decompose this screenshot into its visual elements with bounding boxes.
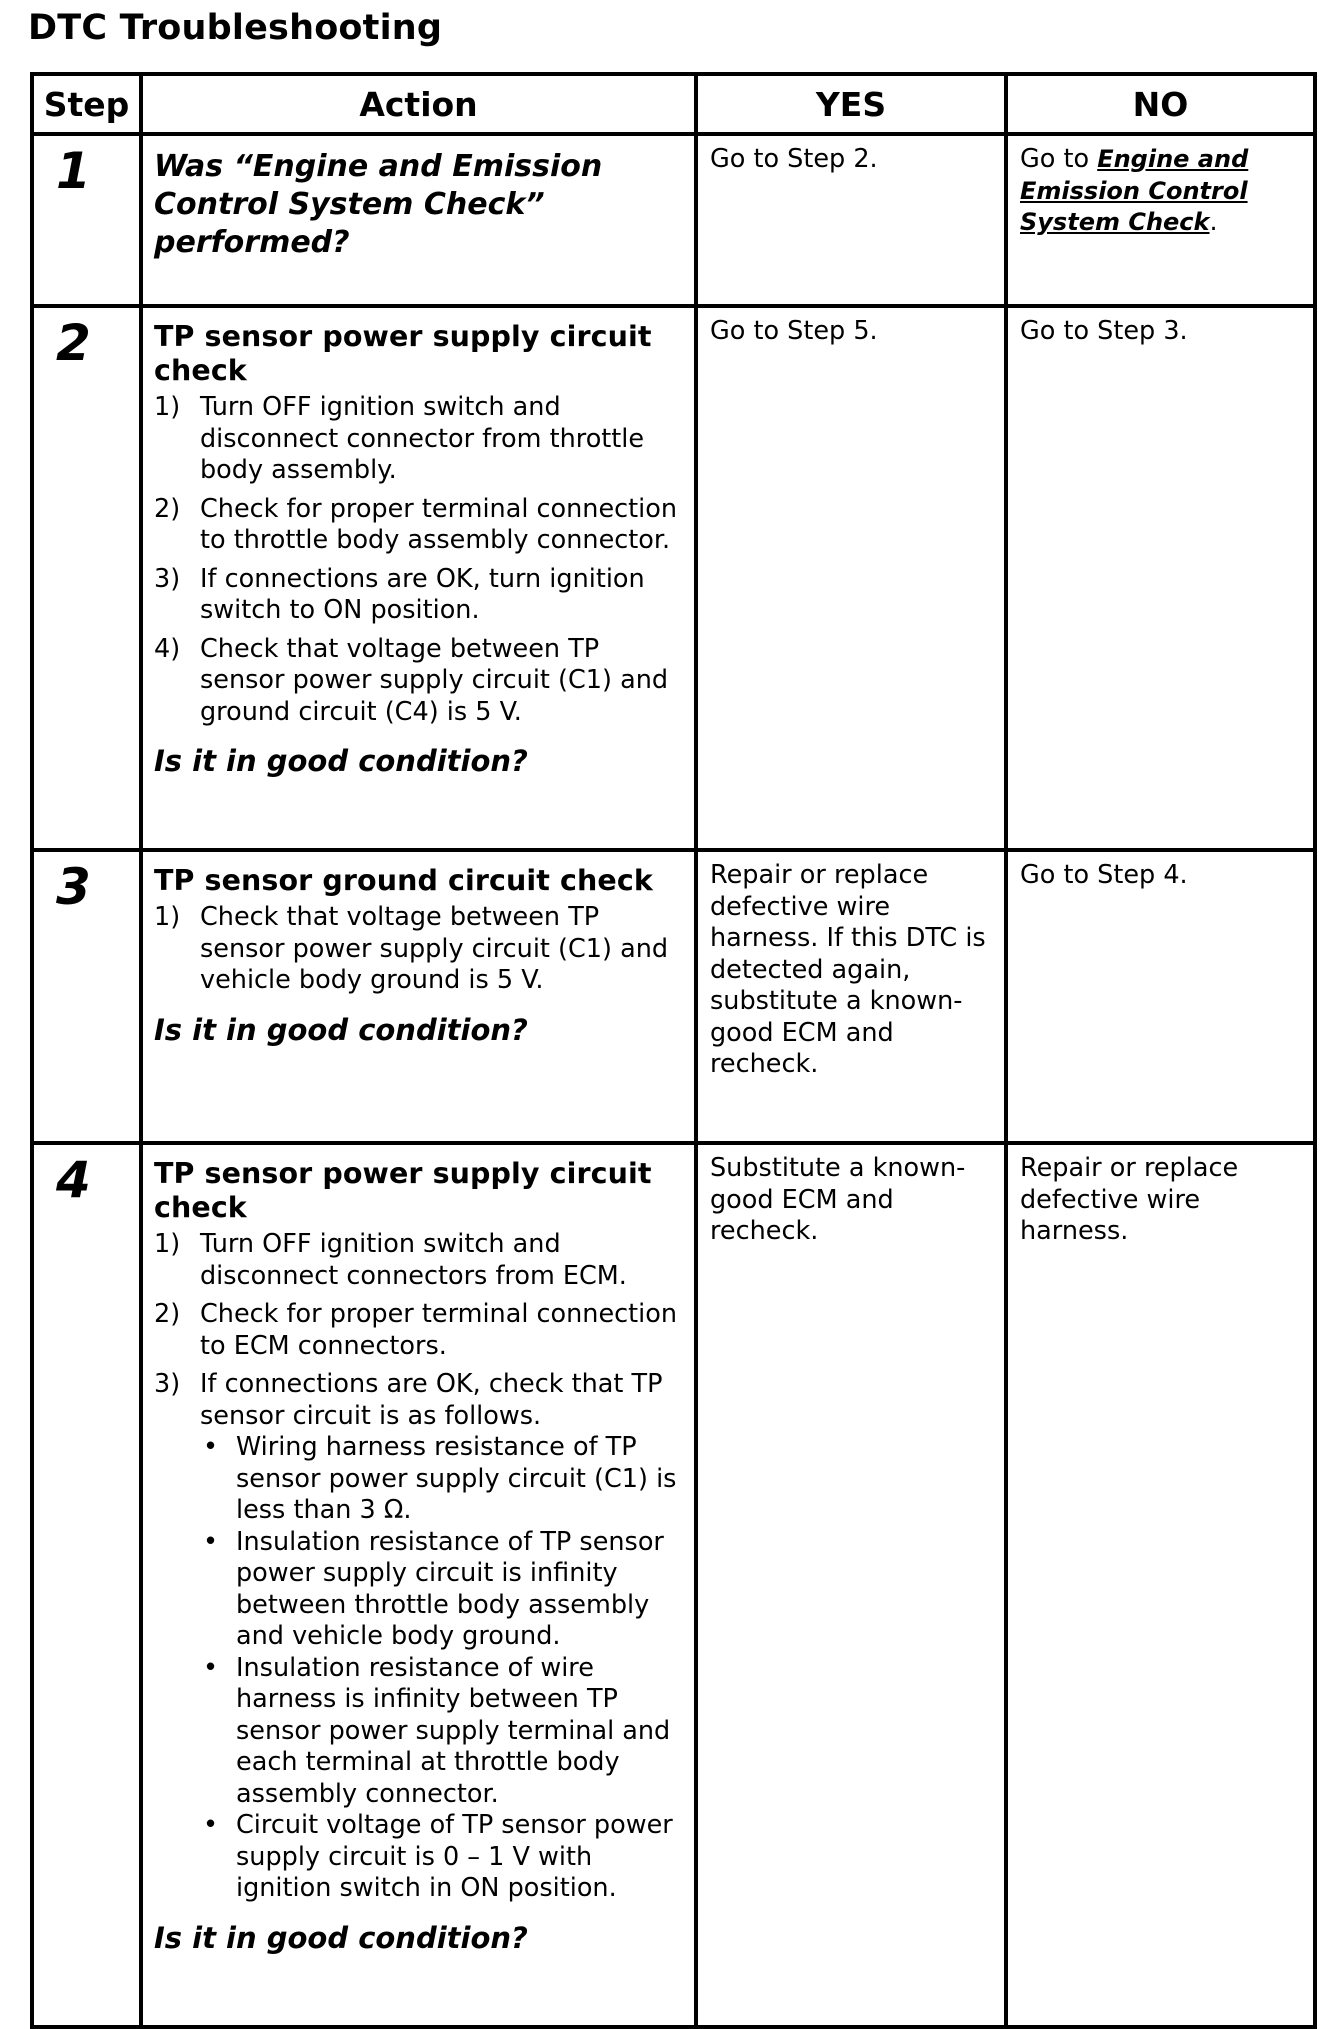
step-number: 4 [56, 1151, 91, 1209]
yes-text: Go to Step 2. [710, 144, 878, 174]
procedure-list [154, 902, 684, 997]
page-title: DTC Troubleshooting [28, 8, 443, 48]
item-text: If connections are OK, check that TP sensor circuit is as follows. [200, 1369, 663, 1431]
action-cell [141, 134, 696, 306]
yes-cell [696, 1143, 1006, 2027]
step-number: 2 [56, 314, 91, 372]
yes-cell [696, 850, 1006, 1143]
troubleshooting-table [30, 72, 1317, 2029]
list-item [154, 634, 684, 729]
bullet-icon: • [203, 1526, 219, 1557]
no-cell [1006, 306, 1315, 850]
item-text: Turn OFF ignition switch and disconnect connectors from ECM. [200, 1229, 627, 1291]
action-cell [141, 1143, 696, 2027]
item-number: 1) [154, 1229, 181, 1259]
no-text [1008, 136, 1313, 239]
header-action: Action [141, 74, 696, 134]
yes-cell [696, 134, 1006, 306]
item-number: 4) [154, 633, 181, 664]
no-cell [1006, 134, 1315, 306]
item-text: Check for proper terminal connection to throttle body assembly connector. [200, 493, 678, 555]
check-bullet-list [200, 1432, 684, 1905]
item-text: Turn OFF ignition switch and disconnect connector from throttle body assembly. [200, 392, 645, 485]
action-cell [141, 306, 696, 850]
bullet-text: Wiring harness resistance of TP sensor power supply circuit (C1) is less than 3 Ω. [236, 1432, 677, 1525]
list-item [154, 494, 684, 557]
item-text: Check that voltage between TP sensor power supply circuit (C1) and vehicle body ground is 5 V. [200, 902, 669, 995]
no-cell [1006, 850, 1315, 1143]
bullet-text: Insulation resistance of TP sensor power supply circuit is infinity between throttle body assembly and vehicle body ground. [236, 1526, 664, 1651]
item-number: 1) [154, 902, 181, 932]
item-number: 2) [154, 1299, 181, 1329]
step-heading: TP sensor power supply circuit check [154, 320, 652, 387]
bullet-item [200, 1810, 684, 1905]
engine-emission-check-link[interactable]: Engine and Emission Control System Check [1020, 145, 1249, 236]
bullet-item [200, 1653, 684, 1811]
question-text: Is it in good condition? [154, 1012, 528, 1047]
table-row [32, 134, 1315, 306]
item-number: 3) [154, 1369, 181, 1399]
table-header-row [32, 74, 1315, 134]
bullet-icon: • [203, 1432, 219, 1462]
bullet-item [200, 1432, 684, 1527]
no-text-suffix: . [1209, 207, 1218, 237]
header-no: NO [1006, 74, 1315, 134]
item-text: If connections are OK, turn ignition switch to ON position. [200, 563, 645, 625]
no-text: Go to Step 3. [1020, 316, 1188, 346]
step-cell [32, 850, 141, 1143]
no-text-prefix: Go to [1020, 144, 1098, 174]
step-cell [32, 1143, 141, 2027]
step-heading: TP sensor ground circuit check [154, 864, 653, 897]
list-item [154, 1229, 684, 1292]
item-number: 2) [154, 493, 181, 524]
procedure-list [154, 1229, 684, 1905]
yes-text: Go to Step 5. [710, 316, 878, 346]
bullet-text: Insulation resistance of wire harness is infinity between TP sensor power supply terminal and each terminal at throttle body assembly connector. [236, 1652, 671, 1809]
no-text: Go to Step 4. [1020, 860, 1188, 890]
table-row [32, 850, 1315, 1143]
item-text: Check that voltage between TP sensor power supply circuit (C1) and ground circuit (C4) is 5 V. [200, 633, 669, 727]
question-text: Is it in good condition? [154, 744, 528, 778]
bullet-icon: • [203, 1652, 219, 1683]
no-text: Repair or replace defective wire harness. [1020, 1153, 1239, 1246]
header-step: Step [32, 74, 141, 134]
bullet-icon: • [203, 1810, 219, 1840]
bullet-item [200, 1527, 684, 1653]
table-row [32, 306, 1315, 850]
bullet-text: Circuit voltage of TP sensor power supply circuit is 0 – 1 V with ignition switch in ON position. [236, 1810, 673, 1903]
list-item [154, 1369, 684, 1905]
table-row [32, 1143, 1315, 2027]
no-cell [1006, 1143, 1315, 2027]
list-item [154, 564, 684, 627]
question-text: Is it in good condition? [154, 1920, 528, 1955]
action-cell [141, 850, 696, 1143]
item-number: 1) [154, 392, 181, 422]
yes-text: Repair or replace defective wire harness. If this DTC is detected again, substitute a known-good ECM and recheck. [710, 860, 986, 1079]
item-text: Check for proper terminal connection to ECM connectors. [200, 1299, 678, 1361]
step-number: 1 [56, 142, 91, 200]
yes-cell [696, 306, 1006, 850]
list-item [154, 392, 684, 487]
procedure-list [154, 392, 684, 728]
item-number: 3) [154, 563, 181, 594]
header-yes: YES [696, 74, 1006, 134]
question-text: Was “Engine and Emission Control System Check” performed? [154, 149, 603, 260]
step-heading: TP sensor power supply circuit check [154, 1157, 652, 1224]
list-item [154, 1299, 684, 1362]
list-item [154, 902, 684, 997]
step-number: 3 [56, 858, 91, 916]
step-cell [32, 306, 141, 850]
yes-text: Substitute a known-good ECM and recheck. [710, 1153, 966, 1246]
step-cell [32, 134, 141, 306]
